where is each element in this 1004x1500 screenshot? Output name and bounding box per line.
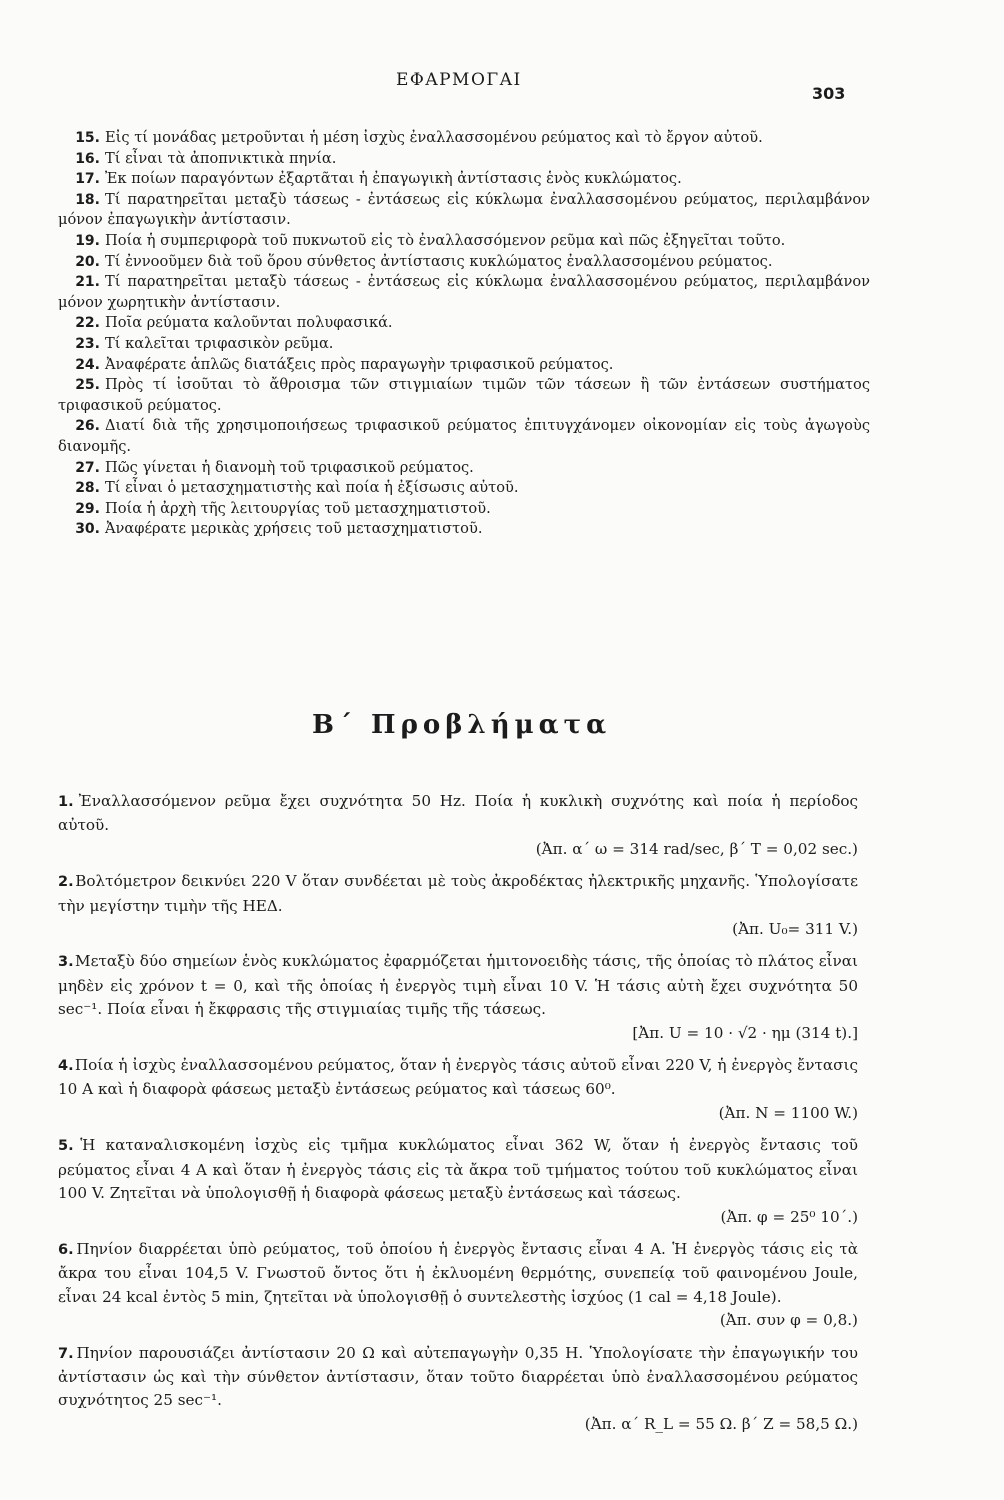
section-title: Β΄ Προβλήματα bbox=[312, 710, 612, 740]
question-number: 21. bbox=[75, 274, 100, 291]
page-number: 303 bbox=[812, 84, 846, 103]
question-text: Ἀναφέρατε μερικὰς χρήσεις τοῦ μετασχηματιστοῦ. bbox=[105, 520, 483, 538]
problem-answer: (Ἀπ. N = 1100 W.) bbox=[718, 1103, 858, 1122]
question-item bbox=[58, 458, 870, 479]
problem-number: 5. bbox=[58, 1138, 74, 1155]
question-text: Ἀναφέρατε ἁπλῶς διατάξεις πρὸς παραγωγὴν τριφασικοῦ ρεύματος. bbox=[105, 355, 614, 373]
problem-number: 3. bbox=[58, 954, 74, 971]
problem-text: Μεταξὺ δύο σημείων ἑνὸς κυκλώματος ἐφαρμόζεται ἡμιτονοειδὴς τάσις, τῆς ὁποίας τὸ πλάτος εἶναι μηδὲν εἰς χρόνον t = 0, καὶ τῆς ὁποίας ἡ ἐνεργὸς τιμὴ εἶναι 10 V. Ἡ τάσις αὐτὴ ἔχει συχνότητα 50 sec⁻¹. Ποία εἶναι ἡ ἔκφρασις τῆς στιγμιαίας τιμῆς τῆς τάσεως. bbox=[58, 952, 859, 1019]
question-text: Πῶς γίνεται ἡ διανομὴ τοῦ τριφασικοῦ ρεύματος. bbox=[105, 458, 474, 476]
question-item bbox=[58, 231, 870, 252]
question-number: 15. bbox=[75, 130, 100, 146]
problem-item bbox=[58, 950, 858, 1045]
problem-text: Ἐναλλασσόμενον ρεῦμα ἔχει συχνότητα 50 Hz. Ποία ἡ κυκλικὴ συχνότης καὶ ποία ἡ περίοδος αὐτοῦ. bbox=[58, 792, 858, 835]
problem-number: 2. bbox=[58, 874, 74, 891]
question-item bbox=[58, 478, 870, 499]
problems-list bbox=[58, 790, 858, 1445]
question-number: 23. bbox=[75, 335, 100, 352]
question-number: 19. bbox=[75, 232, 100, 249]
question-item bbox=[58, 252, 870, 273]
problem-text: Βολτόμετρον δεικνύει 220 V ὅταν συνδέεται μὲ τοὺς ἀκροδέκτας ἠλεκτρικῆς μηχανῆς. Ὑπολογίσατε τὴν μεγίστην τιμὴν τῆς ΗΕΔ. bbox=[58, 872, 859, 915]
problem-item bbox=[58, 790, 858, 861]
question-text: Διατί διὰ τῆς χρησιμοποιήσεως τριφασικοῦ ρεύματος ἐπιτυγχάνομεν οἰκονομίαν εἰς τοὺς ἀγωγοὺς διανομῆς. bbox=[58, 417, 870, 455]
question-number: 22. bbox=[75, 315, 100, 332]
question-item bbox=[58, 355, 870, 376]
problem-number: 7. bbox=[58, 1345, 74, 1362]
question-number: 24. bbox=[75, 356, 100, 373]
question-item bbox=[58, 499, 870, 520]
problem-text: Ποία ἡ ἰσχὺς ἐναλλασσομένου ρεύματος, ὅταν ἡ ἐνεργὸς τάσις αὐτοῦ εἶναι 220 V, ἡ ἐνεργὸς ἔντασις 10 A καὶ ἡ διαφορὰ φάσεως μεταξὺ ἐντάσεως ρεύματος καὶ τάσεως 60⁰. bbox=[58, 1056, 859, 1099]
problem-item bbox=[58, 1238, 858, 1333]
question-text: Τί παρατηρεῖται μεταξὺ τάσεως - ἐντάσεως εἰς κύκλωμα ἐναλλασσομένου ρεύματος, περιλαμβάνον μόνον χωρητικὴν ἀντίστασιν. bbox=[58, 273, 870, 311]
question-number: 30. bbox=[75, 521, 100, 538]
problem-item bbox=[58, 870, 858, 941]
question-number: 26. bbox=[75, 418, 100, 435]
question-text: Εἰς τί μονάδας μετροῦνται ἡ μέση ἰσχὺς ἐναλλασσομένου ρεύματος καὶ τὸ ἔργον αὐτοῦ. bbox=[105, 129, 763, 146]
problem-text: Πηνίον παρουσιάζει ἀντίστασιν 20 Ω καὶ αὐτεπαγωγὴν 0,35 H. Ὑπολογίσατε τὴν ἐπαγωγικήν του ἀντίστασιν ὡς καὶ τὴν σύνθετον ἀντίστασιν, ὅταν τοῦτο διαρρέεται ὑπὸ ἐναλλασσομένου ρεύματος συχνότητος 25 sec⁻¹. bbox=[58, 1343, 858, 1410]
question-number: 29. bbox=[75, 500, 100, 517]
problem-answer: (Ἀπ. συν φ = 0,8.) bbox=[719, 1311, 858, 1330]
problem-answer: (Ἀπ. α΄ R_L = 55 Ω. β΄ Z = 58,5 Ω.) bbox=[584, 1414, 858, 1433]
problem-number: 4. bbox=[58, 1058, 74, 1075]
question-item bbox=[58, 416, 870, 457]
question-text: Ποία ἡ ἀρχὴ τῆς λειτουργίας τοῦ μετασχηματιστοῦ. bbox=[105, 499, 491, 517]
question-item bbox=[58, 128, 870, 149]
question-text: Ποῖα ρεύματα καλοῦνται πολυφασικά. bbox=[105, 314, 393, 332]
problem-answer: (Ἀπ. φ = 25⁰ 10΄.) bbox=[720, 1207, 858, 1226]
question-number: 25. bbox=[75, 377, 100, 394]
running-head: ΕΦΑΡΜΟΓΑΙ bbox=[396, 70, 522, 90]
page-header bbox=[0, 70, 1004, 103]
problem-answer: (Ἀπ. U₀= 311 V.) bbox=[732, 920, 858, 939]
problem-text: Ἡ καταναλισκομένη ἰσχὺς εἰς τμῆμα κυκλώματος εἶναι 362 W, ὅταν ἡ ἐνεργὸς ἔντασις τοῦ ρεύματος εἶναι 4 A καὶ ὅταν ἡ ἐνεργὸς τάσις εἰς τὰ ἄκρα τοῦ τμήματος τούτου τοῦ κυκλώματος εἶναι 100 V. Ζητεῖται νὰ ὑπολογισθῇ ἡ διαφορὰ φάσεως μεταξὺ ἐντάσεως καὶ τάσεως. bbox=[58, 1136, 858, 1203]
question-text: Τί ἐννοοῦμεν διὰ τοῦ ὅρου σύνθετος ἀντίστασις κυκλώματος ἐναλλασσομένου ρεύματος. bbox=[105, 252, 773, 270]
problem-answer: (Ἀπ. α΄ ω = 314 rad/sec, β΄ T = 0,02 sec.) bbox=[535, 839, 858, 858]
question-item bbox=[58, 190, 870, 231]
question-text: Τί εἶναι τὰ ἀποπνικτικὰ πηνία. bbox=[105, 149, 337, 167]
question-text: Τί παρατηρεῖται μεταξὺ τάσεως - ἐντάσεως εἰς κύκλωμα ἐναλλασσομένου ρεύματος, περιλαμβάνον μόνον ἐπαγωγικὴν ἀντίστασιν. bbox=[58, 190, 870, 229]
question-text: Ποία ἡ συμπεριφορὰ τοῦ πυκνωτοῦ εἰς τὸ ἐναλλασσόμενον ρεῦμα καὶ πῶς ἐξηγεῖται τοῦτο. bbox=[105, 231, 786, 249]
question-item bbox=[58, 272, 870, 313]
question-item bbox=[58, 519, 870, 540]
question-item bbox=[58, 149, 870, 170]
question-number: 17. bbox=[75, 171, 100, 188]
problem-item bbox=[58, 1054, 858, 1125]
question-number: 18. bbox=[75, 191, 100, 208]
question-text: Τί εἶναι ὁ μετασχηματιστὴς καὶ ποία ἡ ἐξίσωσις αὐτοῦ. bbox=[105, 479, 519, 497]
problem-text: Πηνίον διαρρέεται ὑπὸ ρεύματος, τοῦ ὁποίου ἡ ἐνεργὸς ἔντασις εἶναι 4 A. Ἡ ἐνεργὸς τάσις εἰς τὰ ἄκρα του εἶναι 104,5 V. Γνωστοῦ ὄντος ὅτι ἡ ἐκλυομένη θερμότης, συνεπείᾳ τοῦ φαινομένου Joule, εἶναι 24 kcal ἐντὸς 5 min, ζητεῖται νὰ ὑπολογισθῇ ὁ συντελεστὴς ἰσχύος (1 cal = 4,18 Joule). bbox=[58, 1239, 859, 1306]
question-item bbox=[58, 375, 870, 416]
question-number: 28. bbox=[75, 480, 100, 497]
question-number: 27. bbox=[75, 459, 100, 476]
review-questions bbox=[58, 128, 870, 540]
question-text: Τί καλεῖται τριφασικὸν ρεῦμα. bbox=[105, 334, 334, 352]
problem-number: 1. bbox=[58, 794, 74, 810]
question-number: 20. bbox=[75, 253, 100, 270]
problem-answer: [Ἀπ. U = 10 · √2 · ημ (314 t).] bbox=[632, 1023, 858, 1042]
question-text: Πρὸς τί ἰσοῦται τὸ ἄθροισμα τῶν στιγμιαίων τιμῶν τῶν τάσεων ἢ τῶν ἐντάσεων συστήματος τριφασικοῦ ρεύματος. bbox=[58, 376, 870, 414]
problem-item bbox=[58, 1342, 858, 1437]
problem-number: 6. bbox=[58, 1241, 74, 1258]
question-item bbox=[58, 169, 870, 190]
question-text: Ἐκ ποίων παραγόντων ἐξαρτᾶται ἡ ἐπαγωγικὴ ἀντίστασις ἑνὸς κυκλώματος. bbox=[105, 170, 682, 188]
problem-item bbox=[58, 1134, 858, 1229]
question-item bbox=[58, 313, 870, 334]
question-item bbox=[58, 334, 870, 355]
question-number: 16. bbox=[75, 150, 100, 167]
